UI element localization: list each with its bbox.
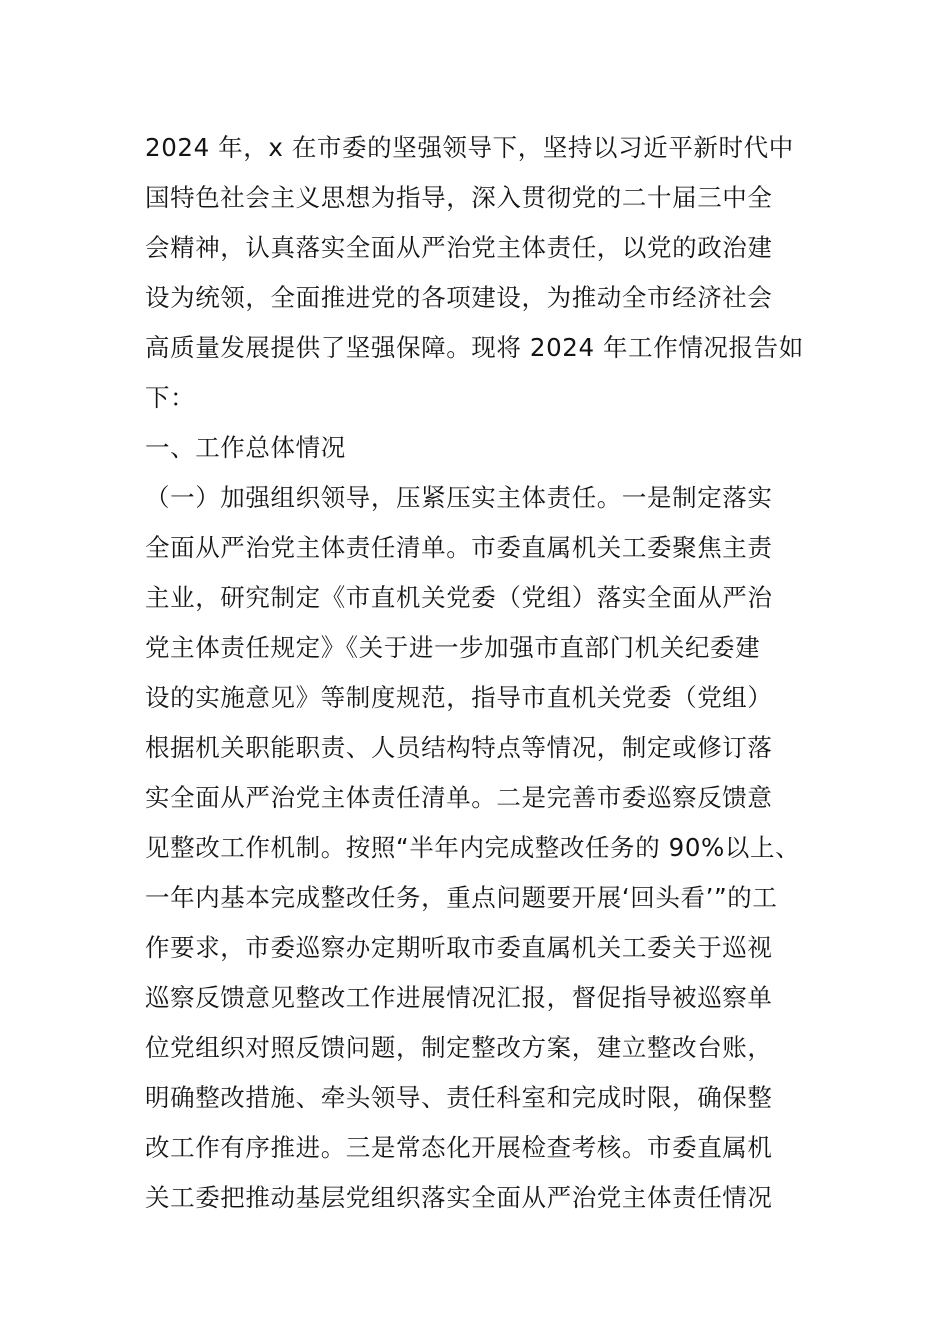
paragraph-line: 一年内基本完成整改任务，重点问题要开展‘回头看’”的工 bbox=[145, 883, 778, 912]
paragraph-line: 位党组织对照反馈问题，制定整改方案，建立整改台账， bbox=[145, 1033, 773, 1062]
paragraph-line: 2024 年，x 在市委的坚强领导下，坚持以习近平新时代中 bbox=[145, 133, 794, 162]
section-heading: 一、工作总体情况 bbox=[145, 433, 346, 462]
paragraph-line: 巡察反馈意见整改工作进展情况汇报，督促指导被巡察单 bbox=[145, 983, 773, 1012]
paragraph-line: 关工委把推动基层党组织落实全面从严治党主体责任情况 bbox=[145, 1183, 773, 1212]
paragraph-line: 设为统领，全面推进党的各项建设，为推动全市经济社会 bbox=[145, 283, 773, 312]
paragraph-line: 作要求，市委巡察办定期听取市委直属机关工委关于巡视 bbox=[145, 933, 773, 962]
paragraph-line: 高质量发展提供了坚强保障。现将 2024 年工作情况报告如 bbox=[145, 333, 804, 362]
paragraph-line: 党主体责任规定》《关于进一步加强市直部门机关纪委建 bbox=[145, 633, 761, 662]
paragraph-line: 下： bbox=[145, 383, 196, 412]
paragraph-line: 全面从严治党主体责任清单。市委直属机关工委聚焦主责 bbox=[145, 533, 773, 562]
paragraph-line: 设的实施意见》等制度规范，指导市直机关党委（党组） bbox=[145, 683, 773, 712]
paragraph-line: 见整改工作机制。按照“半年内完成整改任务的 90%以上、 bbox=[145, 833, 801, 862]
paragraph-line: 明确整改措施、牵头领导、责任科室和完成时限，确保整 bbox=[145, 1083, 773, 1112]
paragraph-line: 主业，研究制定《市直机关党委（党组）落实全面从严治 bbox=[145, 583, 773, 612]
paragraph-line: 改工作有序推进。三是常态化开展检查考核。市委直属机 bbox=[145, 1133, 773, 1162]
paragraph-line: 实全面从严治党主体责任清单。二是完善市委巡察反馈意 bbox=[145, 783, 773, 812]
paragraph-line: （一）加强组织领导，压紧压实主体责任。一是制定落实 bbox=[145, 483, 773, 512]
paragraph-line: 会精神，认真落实全面从严治党主体责任，以党的政治建 bbox=[145, 233, 773, 262]
paragraph-line: 根据机关职能职责、人员结构特点等情况，制定或修订落 bbox=[145, 733, 773, 762]
paragraph-line: 国特色社会主义思想为指导，深入贯彻党的二十届三中全 bbox=[145, 183, 773, 212]
